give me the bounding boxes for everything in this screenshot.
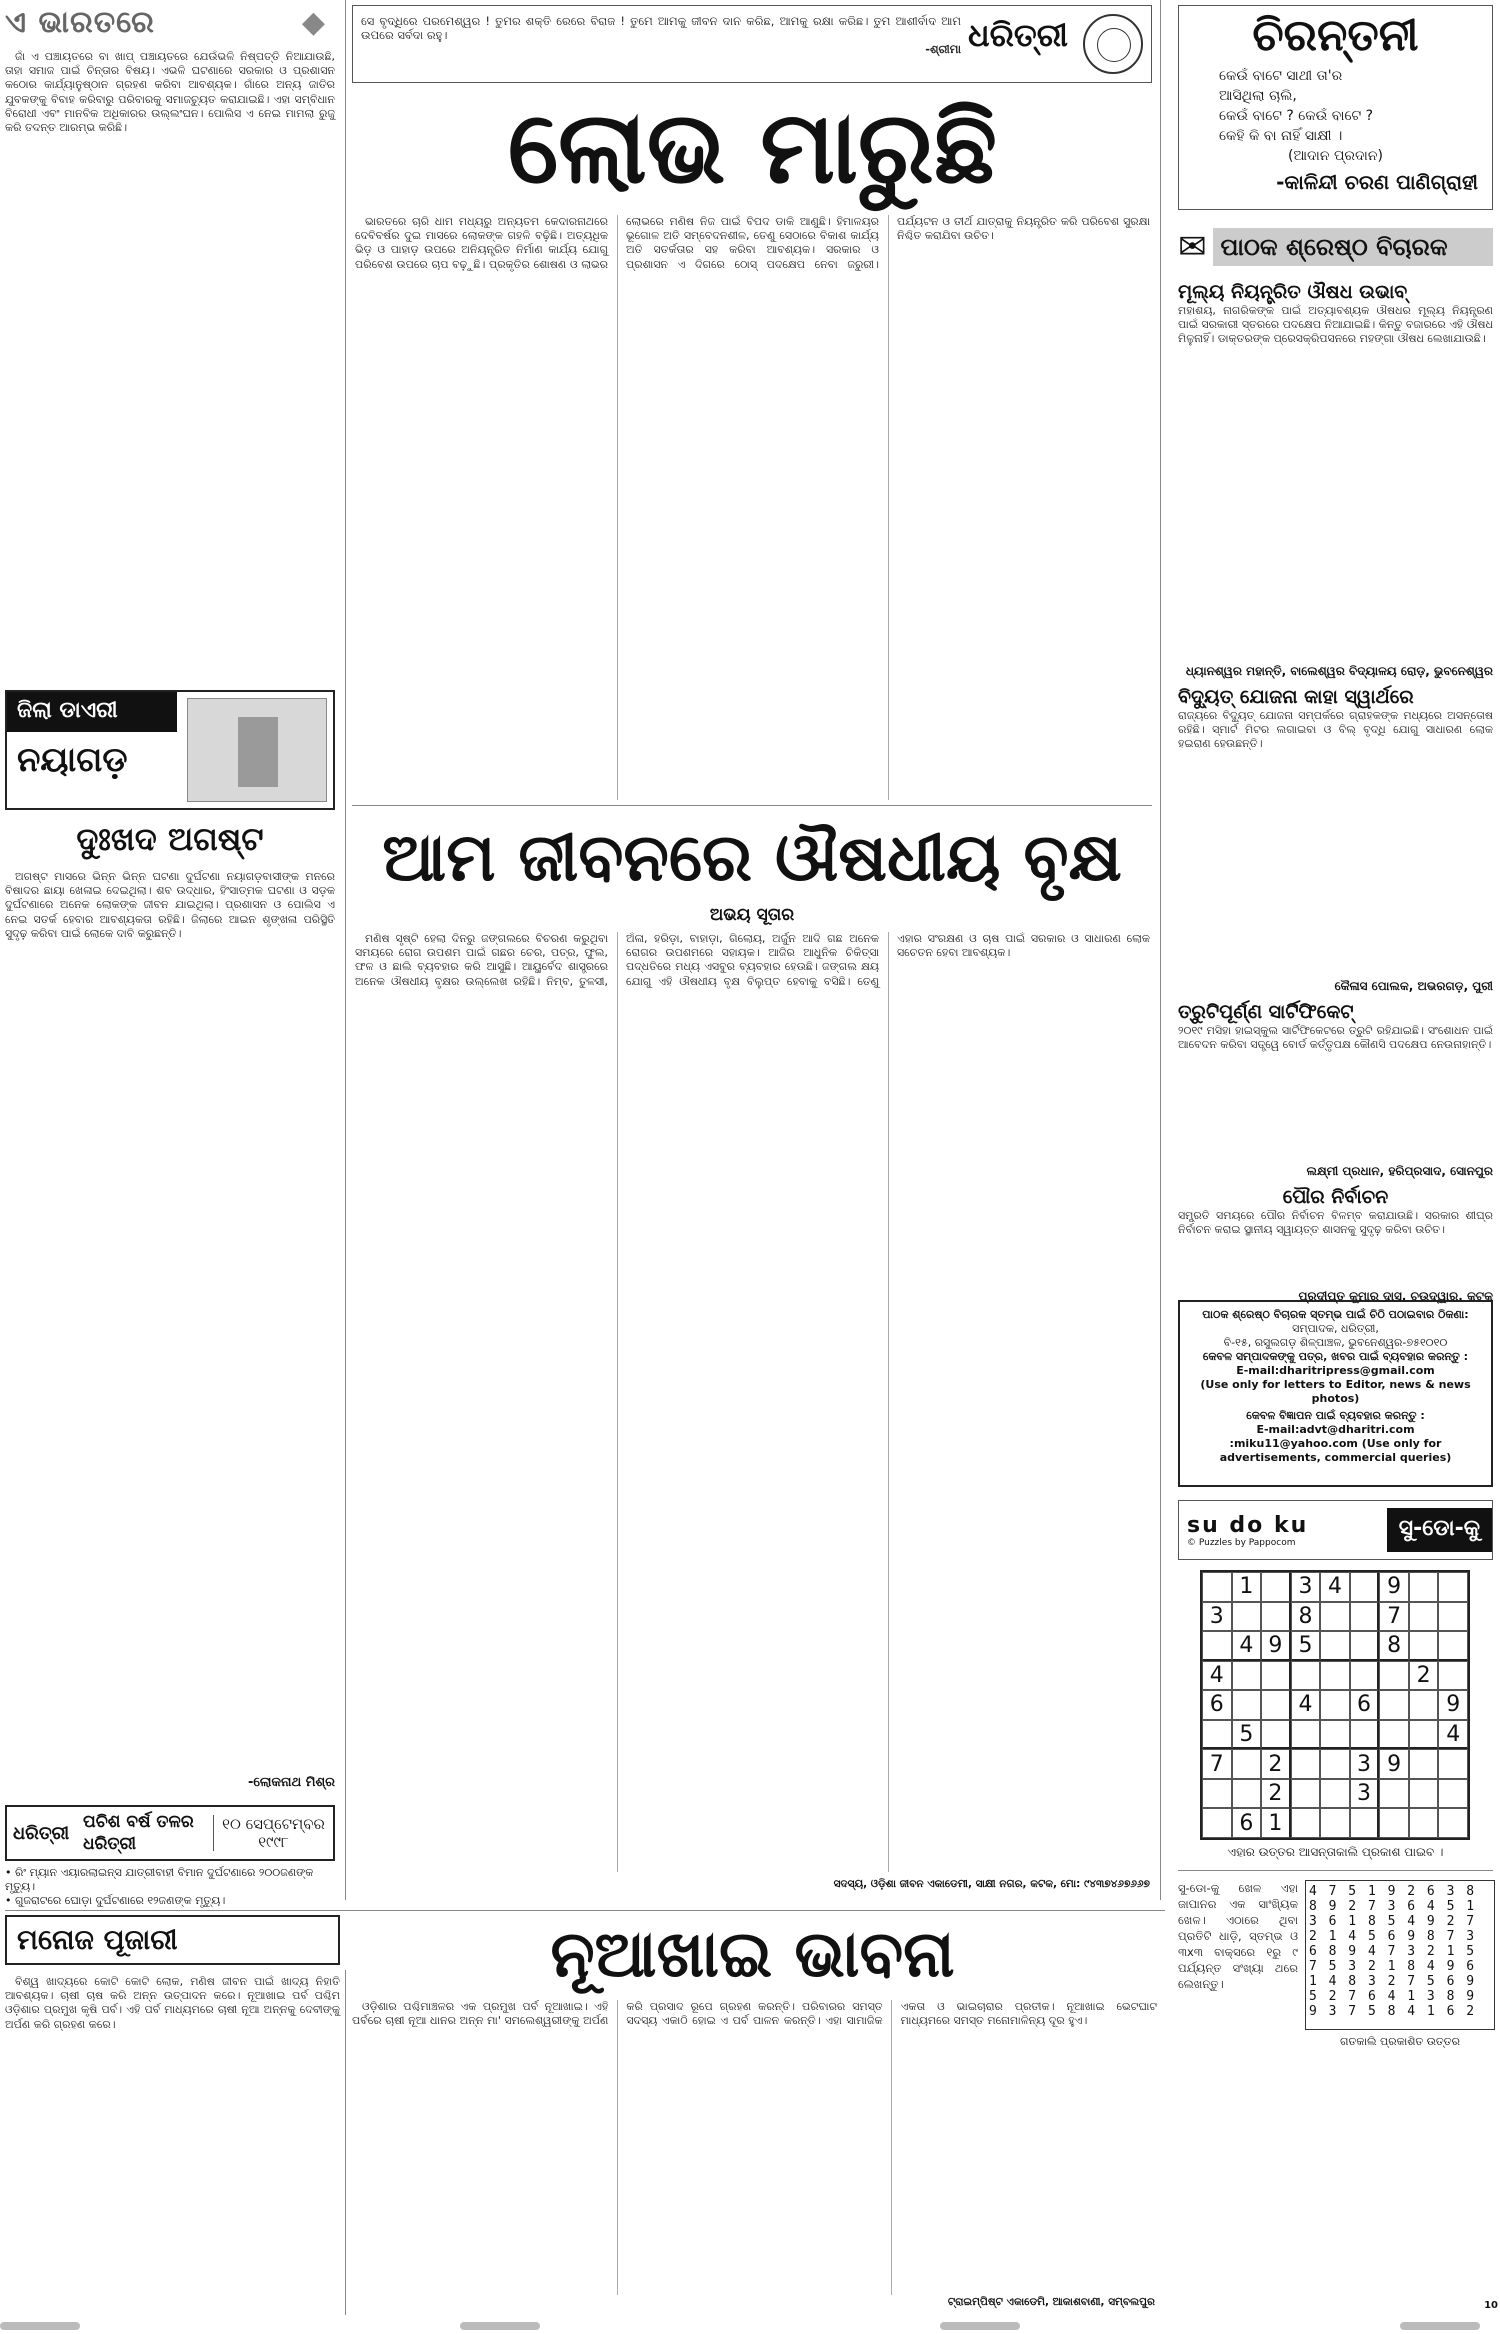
sudoku-cell[interactable]: [1409, 1572, 1439, 1602]
sudoku-cell[interactable]: [1379, 1661, 1409, 1691]
letter-title: ମୂଲ୍ୟ ନିୟନ୍ତ୍ରିତ ଔଷଧ ଉଭାବ୍: [1178, 281, 1408, 303]
address-note: (Use only for letters to Editor, news & news photos): [1200, 1378, 1471, 1405]
letter-title: ପୌର ନିର୍ବାଚନ: [1282, 1186, 1389, 1208]
sudoku-cell[interactable]: 9: [1379, 1749, 1409, 1779]
address-lead: ପାଠକ ଶ୍ରେଷ୍ଠ ବିଚାରକ ସ୍ତମ୍ଭ ପାଇଁ ଚିଠି ପଠାଇବାର ଠିକଣା:: [1202, 1308, 1469, 1321]
thought-text: ସେ ବୃଦ୍ଧିରେ ପରମେଶ୍ୱର ! ତୁମର ଶକ୍ତି ରେରେ ବିରାଜ ! ତୁମେ ଆମକୁ ଜୀବନ ଦାନ କରିଛ, ଆମକୁ ରକ୍ଷା କରିଛ। ତୁମ ଆଶୀର୍ବାଦ ଆମ ଉପରେ ସର୍ବଦା ରହୁ।: [361, 14, 961, 43]
footer-strip: [0, 2318, 1500, 2334]
sudoku-cell[interactable]: 7: [1379, 1602, 1409, 1632]
letter-item: [1178, 280, 1493, 679]
sudoku-cell[interactable]: 8: [1379, 1631, 1409, 1661]
sudoku-cell[interactable]: [1320, 1749, 1350, 1779]
manoj-body: [5, 1975, 340, 2310]
sudoku-cell[interactable]: 4: [1232, 1631, 1262, 1661]
manoj-body-text: ବିଶ୍ୱ ଖାଦ୍ୟରେ କୋଟି କୋଟି ଲୋକ, ମଣିଷ ଜୀବନ ପାଇଁ ଖାଦ୍ୟ ନିହାତି ଆବଶ୍ୟକ। ଚାଷୀ ଚାଷ କରି ଅନ୍ନ ଉତ୍ପାଦନ କରେ। ନୂଆଖାଇ ପର୍ବ ପଶ୍ଚିମ ଓଡ଼ିଶାର ପ୍ରମୁଖ କୃଷି ପର୍ବ। ଏହି ପର୍ବ ମାଧ୍ୟମରେ ଚାଷୀ ନୂଆ ଅନ୍ନକୁ ଦେବୀଙ୍କୁ ଅର୍ପଣ କରି ଗ୍ରହଣ କରେ।: [5, 1975, 340, 2031]
thought-author: -ଶ୍ରୀମା: [925, 42, 961, 57]
sudoku-solution-row: 9 3 7 5 8 4 1 6 2: [1309, 2004, 1477, 2019]
sudoku-cell[interactable]: [1232, 1661, 1262, 1691]
anniversary-logo: ଧରିତ୍ରୀ: [13, 1822, 70, 1844]
sudoku-solution-row: 8 9 2 7 3 6 4 5 1: [1309, 1899, 1477, 1914]
letter-body: ସମ୍ପ୍ରତି ସମୟରେ ପୌର ନିର୍ବାଚନ ବିଳମ୍ବ କରାଯାଉଛି। ସରକାର ଶୀଘ୍ର ନିର୍ବାଚନ କରାଇ ସ୍ଥାନୀୟ ସ୍ୱାୟତ୍ତ ଶାସନକୁ ସୁଦୃଢ଼ କରିବା ଉଚିତ।: [1178, 1209, 1493, 1237]
letter-body: ରାଜ୍ୟରେ ବିଦ୍ୟୁତ୍ ଯୋଜନା ସମ୍ପର୍କରେ ଗ୍ରାହକଙ୍କ ମଧ୍ୟରେ ଅସନ୍ତୋଷ ରହିଛି। ସ୍ମାର୍ଟ ମିଟର ଲଗାଇବା ଓ ବିଲ୍ ବୃଦ୍ଧି ଯୋଗୁ ସାଧାରଣ ଲୋକ ହଇରାଣ ହେଉଛନ୍ତି।: [1178, 709, 1493, 751]
sudoku-cell[interactable]: 2: [1261, 1779, 1291, 1809]
sudoku-cell[interactable]: 2: [1409, 1661, 1439, 1691]
sudoku-solution-row: 2 1 4 5 6 9 8 7 3: [1309, 1929, 1477, 1944]
sudoku-cell[interactable]: [1320, 1602, 1350, 1632]
sudoku-cell[interactable]: [1438, 1808, 1468, 1838]
sudoku-cell[interactable]: [1202, 1779, 1232, 1809]
dharitri-logo: ଧରିତ୍ରୀ: [968, 16, 1068, 54]
sudoku-cell[interactable]: [1320, 1631, 1350, 1661]
feature-body-text: ମଣିଷ ସୃଷ୍ଟି ହେଲା ଦିନରୁ ଜଙ୍ଗଲରେ ବିଚରଣ କରୁଥିବା ସମୟରେ ରୋଗ ଉପଶମ ପାଇଁ ଗଛର ଚେର, ପତ୍ର, ଫୁଲ, ଫଳ ଓ ଛାଲି ବ୍ୟବହାର କରି ଆସୁଛି। ଆୟୁର୍ବେଦ ଶାସ୍ତ୍ରରେ ଅନେକ ଔଷଧୀୟ ବୃକ୍ଷର ଉଲ୍ଲେଖ ରହିଛି। ନିମ୍ବ, ତୁଳସୀ, ଅଁଳା, ହରିଡ଼ା, ବାହାଡ଼ା, ଗିଲୋୟ, ଅର୍ଜୁନ ଆଦି ଗଛ ଅନେକ ରୋଗର ଉପଶମରେ ସହାୟକ। ଆଜିର ଆଧୁନିକ ଚିକିତ୍ସା ପଦ୍ଧତିରେ ମଧ୍ୟ ଏସବୁର ବ୍ୟବହାର ହେଉଛି। ଜଙ୍ଗଲ କ୍ଷୟ ଯୋଗୁ ଏହି ଔଷଧୀୟ ବୃକ୍ଷ ବିଲୁପ୍ତ ହେବାକୁ ବସିଛି। ତେଣୁ ଏହାର ସଂରକ୍ଷଣ ଓ ଚାଷ ପାଇଁ ସରକାର ଓ ସାଧାରଣ ଲୋକ ସଚେତନ ହେବା ଆବଶ୍ୟକ।: [355, 932, 1150, 988]
sudoku-cell[interactable]: 9: [1379, 1572, 1409, 1602]
sudoku-cell[interactable]: [1291, 1808, 1321, 1838]
nuakhai-author: ଟ୍ରାଇମ୍ପିଷ୍ଟ ଏକାଡେମି, ଆକାଶବାଣୀ, ସମ୍ବଲପୁର: [947, 2296, 1155, 2308]
sudoku-cell[interactable]: [1232, 1779, 1262, 1809]
letter-item: [1178, 685, 1493, 994]
chirantani-line: କେଉଁ ବାଟେ ? କେଉଁ ବାଟେ ?: [1219, 108, 1374, 124]
anniversary-title: ପଚିଶ ବର୍ଷ ତଳର ଧରିତ୍ରୀ: [83, 1812, 194, 1854]
sudoku-cell[interactable]: [1350, 1631, 1380, 1661]
advt-email: E-mail:advt@dharitri.com: [1256, 1423, 1415, 1436]
temple-photo: [187, 698, 327, 802]
feature-author-line: ସଦସ୍ୟ, ଓଡ଼ିଶା ଜୀବନ ଏକାଡେମୀ, ସାକ୍ଷୀ ନଗର, କଟକ, ମୋ: ୯୪୩୭୪୬୭୬୬୭: [833, 1878, 1150, 1890]
sudoku-solution-caption: ଗତକାଲି ପ୍ରକାଶିତ ଉତ୍ତର: [1340, 2035, 1460, 2048]
chirantani-line: କେହି କି ବା ନାହିଁ ସାକ୍ଷୀ ।: [1219, 128, 1343, 144]
anniversary-box: [5, 1805, 335, 1861]
india-map-icon: ◆: [301, 5, 325, 40]
sudoku-cell[interactable]: [1409, 1779, 1439, 1809]
sudoku-cell[interactable]: [1438, 1749, 1468, 1779]
sudoku-cell[interactable]: [1438, 1631, 1468, 1661]
sudoku-cell[interactable]: [1409, 1690, 1439, 1720]
sudoku-cell[interactable]: [1379, 1808, 1409, 1838]
anniversary-item: • ରିଂ ମ୍ୟାନ ଏୟାରଲାଇନ୍ସ ଯାତ୍ରୀବାହୀ ବିମାନ ଦୁର୍ଘଟଣାରେ ୨୦୦ଜଣଙ୍କ ମୃତ୍ୟୁ।: [5, 1866, 314, 1893]
sudoku-cell[interactable]: 8: [1291, 1602, 1321, 1632]
sudoku-cell[interactable]: [1261, 1720, 1291, 1750]
chirantani-line: କେଉଁ ବାଟେ ସାଥୀ ତା'ର: [1219, 68, 1343, 84]
e-bharatare-masthead: [5, 5, 335, 45]
letter-item: [1178, 1185, 1493, 1304]
sudoku-solution: [1305, 1880, 1495, 2030]
sudoku-cell[interactable]: 5: [1232, 1720, 1262, 1750]
letters-list: [1178, 280, 1493, 1303]
letters-section-title: ପାଠକ ଶ୍ରେଷ୍ଠ ବିଚାରକ: [1213, 228, 1494, 266]
sudoku-cell[interactable]: 5: [1291, 1631, 1321, 1661]
letters-header: [1178, 225, 1493, 269]
sudoku-cell[interactable]: [1202, 1631, 1232, 1661]
sudoku-cell[interactable]: 3: [1291, 1572, 1321, 1602]
sudoku-cell[interactable]: [1409, 1749, 1439, 1779]
chirantani-title: ଚିରନ୍ତନୀ: [1252, 10, 1419, 61]
sudoku-solution-row: 4 7 5 1 9 2 6 3 8: [1309, 1884, 1477, 1899]
sudoku-cell[interactable]: [1261, 1661, 1291, 1691]
sudoku-cell[interactable]: [1350, 1720, 1380, 1750]
editor-email: E-mail:dharitripress@gmail.com: [1236, 1364, 1435, 1377]
lead-headline: ଲୋଭ ମାରୁଛି: [507, 89, 998, 206]
sudoku-cell[interactable]: [1291, 1779, 1321, 1809]
sudoku-cell[interactable]: [1409, 1808, 1439, 1838]
jilla-headline: ଦୁଃଖଦ ଅଗଷ୍ଟ: [76, 820, 264, 858]
sudoku-cell[interactable]: [1438, 1661, 1468, 1691]
manoj-name: ମନୋଜ ପୂଜାରୀ: [5, 1915, 340, 1965]
feature-body: [355, 932, 1150, 1872]
letter-author: ଧ୍ୟାନଶ୍ୱର ମହାନ୍ତି, ବାଲେଶ୍ୱର ବିଦ୍ୟାଳୟ ରୋଡ଼, ଭୁବନେଶ୍ୱର: [1185, 664, 1493, 678]
sudoku-cell[interactable]: [1350, 1808, 1380, 1838]
sudoku-cell[interactable]: [1350, 1572, 1380, 1602]
thought-box: [352, 5, 1152, 83]
envelope-icon: ✉: [1178, 227, 1207, 267]
sudoku-cell[interactable]: 1: [1261, 1808, 1291, 1838]
sudoku-cell[interactable]: [1232, 1690, 1262, 1720]
sudoku-cell[interactable]: 6: [1202, 1690, 1232, 1720]
sudoku-cell[interactable]: [1202, 1572, 1232, 1602]
letter-title: ବିଦ୍ୟୁତ୍ ଯୋଜନା କାହା ସ୍ୱାର୍ଥରେ: [1178, 686, 1414, 708]
sudoku-cell[interactable]: [1320, 1661, 1350, 1691]
sudoku-cell[interactable]: [1261, 1572, 1291, 1602]
letter-title: ତ୍ରୁଟିପୂର୍ଣ୍ଣ ସାର୍ଟିଫିକେଟ୍: [1178, 1001, 1354, 1023]
sudoku-solution-row: 7 5 3 2 1 8 4 9 6: [1309, 1959, 1477, 1974]
sudoku-solution-row: 6 8 9 4 7 3 2 1 5: [1309, 1944, 1477, 1959]
jilla-body-text: ଅଗଷ୍ଟ ମାସରେ ଭିନ୍ନ ଭିନ୍ନ ଘଟଣା ଦୁର୍ଘଟଣା ନୟାଗଡ଼ବାସୀଙ୍କ ମନରେ ବିଷାଦର ଛାୟା ଖେଳାଇ ଦେଇଥିଲା। ଶବ ଉଦ୍ଧାର, ହିଂସାତ୍ମକ ଘଟଣା ଓ ସଡ଼କ ଦୁର୍ଘଟଣାରେ ଅନେକ ଲୋକଙ୍କ ଜୀବନ ଯାଇଥିଲା। ପ୍ରଶାସନ ଓ ପୋଲିସ ଏ ନେଇ ସତର୍କ ହେବାର ଆବଶ୍ୟକତା ରହିଛି। ଜିଲାରେ ଆଇନ ଶୃଙ୍ଖଳା ପରିସ୍ଥିତି ସୁଦୃଢ଼ କରିବା ପାଇଁ ଲୋକେ ଦାବି କରୁଛନ୍ତି।: [5, 870, 335, 940]
masthead-body: [5, 50, 335, 678]
sudoku-credit: © Puzzles by Pappocom: [1187, 1537, 1296, 1548]
sudoku-cell[interactable]: [1232, 1602, 1262, 1632]
chirantani-box: [1178, 5, 1493, 210]
jilla-district: ନୟାଗଡ଼: [17, 740, 128, 780]
letter-body: ମହାଶୟ, ନାଗରିକଙ୍କ ପାଇଁ ଅତ୍ୟାବଶ୍ୟକ ଔଷଧର ମୂଲ୍ୟ ନିୟନ୍ତ୍ରଣ ପାଇଁ ସରକାରୀ ସ୍ତରରେ ପଦକ୍ଷେପ ନିଆଯାଇଛି। କିନ୍ତୁ ବଜାରରେ ଏହି ଔଷଧ ମିଳୁନାହିଁ। ଡାକ୍ତରଙ୍କ ପ୍ରେସକ୍ରିପସନରେ ମହଙ୍ଗା ଔଷଧ ଲେଖାଯାଉଛି।: [1178, 304, 1493, 346]
letter-body: ୨୦୧୯ ମସିହା ହାଇସ୍କୁଲ ସାର୍ଟିଫିକେଟରେ ତ୍ରୁଟି ରହିଯାଇଛି। ସଂଶୋଧନ ପାଇଁ ଆବେଦନ କରିବା ସତ୍ତ୍ୱେ ବୋର୍ଡ କର୍ତ୍ତୃପକ୍ଷ କୌଣସି ପଦକ୍ଷେପ ନେଉନାହାନ୍ତି।: [1178, 1024, 1493, 1052]
sudoku-cell[interactable]: [1291, 1749, 1321, 1779]
address-line: ବି-୧୫, ରସୁଲଗଡ଼ ଶିଳ୍ପାଞ୍ଚଳ, ଭୁବନେଶ୍ୱର-୭୫୧୦୧୦: [1223, 1336, 1448, 1349]
sudoku-solution-row: 1 4 8 3 2 7 5 6 9: [1309, 1974, 1477, 1989]
sudoku-cell[interactable]: [1320, 1690, 1350, 1720]
sudoku-cell[interactable]: [1320, 1779, 1350, 1809]
sudoku-cell[interactable]: 6: [1232, 1808, 1262, 1838]
sudoku-cell[interactable]: [1379, 1690, 1409, 1720]
sudoku-cell[interactable]: [1350, 1602, 1380, 1632]
sudoku-cell[interactable]: 9: [1261, 1631, 1291, 1661]
sudoku-cell[interactable]: [1379, 1779, 1409, 1809]
anniversary-date: ୧୦ ସେପ୍ଟେମ୍ବର ୧୯୯୮: [213, 1815, 333, 1851]
sudoku-brand: su do ku: [1187, 1512, 1309, 1538]
sudoku-cell[interactable]: 4: [1291, 1690, 1321, 1720]
sudoku-cell[interactable]: [1261, 1602, 1291, 1632]
sudoku-cell[interactable]: [1202, 1808, 1232, 1838]
sudoku-solution-row: 5 2 7 6 4 1 3 8 9: [1309, 1989, 1477, 2004]
jilla-label: ଜିଲା ଡାଏରୀ: [7, 692, 177, 732]
sudoku-instructions: ସୁ-ଡୋ-କୁ ଖେଳ ଏହା ଜାପାନର ଏକ ସାଂଖ୍ୟିକ ଖେଳ। ଏଠାରେ ଥିବା ପ୍ରତିଟି ଧାଡ଼ି, ସ୍ତମ୍ଭ ଓ ୩x୩ ବାକ୍ସରେ ୧ରୁ ୯ ପର୍ଯ୍ୟନ୍ତ ସଂଖ୍ୟା ଥରେ ଲେଖନ୍ତୁ।: [1178, 1881, 1298, 1991]
anniversary-items: [5, 1866, 335, 1906]
feature-byline: ଅଭୟ ସୂତାର: [709, 905, 795, 925]
address-line: ସମ୍ପାଦକ, ଧରିତ୍ରୀ,: [1292, 1322, 1379, 1335]
sudoku-cell[interactable]: [1438, 1602, 1468, 1632]
chirantani-line: (ଆଦାନ ପ୍ରଦାନ): [1288, 148, 1383, 164]
feature-headline: ଆମ ଜୀବନରେ ଔଷଧୀୟ ବୃକ୍ଷ: [382, 819, 1122, 896]
jilla-body: [5, 870, 335, 1770]
address-line: କେବଳ ବିଜ୍ଞାପନ ପାଇଁ ବ୍ୟବହାର କରନ୍ତୁ :: [1246, 1409, 1425, 1422]
sudoku-cell[interactable]: 1: [1232, 1572, 1262, 1602]
sudoku-cell[interactable]: [1320, 1720, 1350, 1750]
masthead-body-text: ଜାଁ ଏ ପଞ୍ଚାୟତରେ ବା ଖାପ୍ ପଞ୍ଚାୟତରେ ଯେଉଁଭଳି ନିଷ୍ପତ୍ତି ନିଆଯାଉଛି, ତାହା ସମାଜ ପାଇଁ ଚିନ୍ତାର ବିଷୟ। ଏଭଳି ଘଟଣାରେ ସରକାର ଓ ପ୍ରଶାସନ କଠୋର କାର୍ଯ୍ୟାନୁଷ୍ଠାନ ଗ୍ରହଣ କରିବା ଆବଶ୍ୟକ। ଗାଁରେ ଅନ୍ୟ ଜାତିର ଯୁବକଙ୍କୁ ବିବାହ କରିବାରୁ ପରିବାରକୁ ସମାଜଚ୍ୟୁତ କରାଯାଇଛି। ଏହା ସମ୍ବିଧାନ ବିରୋଧୀ ଏବଂ ମାନବିକ ଅଧିକାରର ଉଲ୍ଲଂଘନ। ପୋଲିସ ଏ ନେଇ ମାମଲା ରୁଜୁ କରି ତଦନ୍ତ ଆରମ୍ଭ କରିଛି।: [5, 50, 335, 135]
sudoku-cell[interactable]: 4: [1438, 1720, 1468, 1750]
advt-email-alt: :miku11@yahoo.com (Use only for advertisements, commercial queries): [1219, 1437, 1452, 1464]
sudoku-title: ସୁ-ଡୋ-କୁ: [1387, 1508, 1492, 1552]
page-number: 10: [1484, 2300, 1498, 2311]
sudoku-cell[interactable]: 2: [1261, 1749, 1291, 1779]
lead-body: [355, 215, 1150, 800]
sudoku-solution-row: 3 6 1 8 5 4 9 2 7: [1309, 1914, 1477, 1929]
address-box: [1178, 1300, 1493, 1487]
letter-author: କୈଳାସ ପୋଲକ, ଅଭରଗଡ଼, ପୁରୀ: [1334, 979, 1493, 993]
sudoku-cell[interactable]: [1320, 1808, 1350, 1838]
letter-author: ଲକ୍ଷ୍ମୀ ପ୍ରଧାନ, ହରିପ୍ରସାଦ, ସୋନପୁର: [1306, 1164, 1493, 1178]
sudoku-cell[interactable]: [1409, 1631, 1439, 1661]
nuakhai-body: [352, 2000, 1157, 2295]
letter-author: ପ୍ରଦୀପ୍ତ କୁମାର ଦାସ, ଚଉଦ୍ୱାର, କଟକ: [1298, 1289, 1493, 1303]
sudoku-cell[interactable]: 4: [1320, 1572, 1350, 1602]
sudoku-cell[interactable]: [1409, 1602, 1439, 1632]
sudoku-cell[interactable]: 6: [1350, 1690, 1380, 1720]
jilla-dairy-banner: [5, 690, 335, 810]
sudoku-cell[interactable]: [1350, 1661, 1380, 1691]
jilla-author: -ଲୋକନାଥ ମିଶ୍ର: [247, 1775, 335, 1790]
sudoku-cell[interactable]: [1261, 1690, 1291, 1720]
nuakhai-headline: ନୂଆଖାଇ ଭାବନା: [550, 1918, 955, 1992]
wheel-emblem-icon: [1083, 14, 1143, 74]
sudoku-cell[interactable]: 9: [1438, 1690, 1468, 1720]
sudoku-cell[interactable]: 4: [1202, 1661, 1232, 1691]
chirantani-author: -କାଳିନ୍ଦୀ ଚରଣ ପାଣିଗ୍ରାହୀ: [1276, 170, 1478, 194]
sudoku-cell[interactable]: [1438, 1572, 1468, 1602]
sudoku-cell[interactable]: 3: [1350, 1779, 1380, 1809]
sudoku-cell[interactable]: [1202, 1720, 1232, 1750]
sudoku-cell[interactable]: 3: [1350, 1749, 1380, 1779]
chirantani-line: ଆସିଥିଲା ଚାଲି,: [1219, 88, 1297, 104]
address-line: କେବଳ ସମ୍ପାଦକଙ୍କୁ ପତ୍ର, ଖବର ପାଇଁ ବ୍ୟବହାର କରନ୍ତୁ :: [1202, 1350, 1469, 1363]
sudoku-cell[interactable]: 3: [1202, 1602, 1232, 1632]
sudoku-grid: [1200, 1570, 1470, 1840]
sudoku-cell[interactable]: [1438, 1779, 1468, 1809]
sudoku-cell[interactable]: [1291, 1720, 1321, 1750]
nuakhai-body-text: ଓଡ଼ିଶାର ପଶ୍ଚିମାଞ୍ଚଳର ଏକ ପ୍ରମୁଖ ପର୍ବ ନୂଆଖାଇ। ଏହି ପର୍ବରେ ଚାଷୀ ନୂଆ ଧାନର ଅନ୍ନ ମା' ସମଲେଶ୍ୱରୀଙ୍କୁ ଅର୍ପଣ କରି ପ୍ରସାଦ ରୂପେ ଗ୍ରହଣ କରନ୍ତି। ପରିବାରର ସମସ୍ତ ସଦସ୍ୟ ଏକାଠି ହୋଇ ଏ ପର୍ବ ପାଳନ କରନ୍ତି। ଏହା ସାମାଜିକ ଏକତା ଓ ଭାଇଚାରାର ପ୍ରତୀକ। ନୂଆଖାଇ ଭେଟଘାଟ ମାଧ୍ୟମରେ ସମସ୍ତ ମନୋମାଳିନ୍ୟ ଦୂର ହୁଏ।: [352, 2000, 1157, 2028]
sudoku-cell[interactable]: [1379, 1720, 1409, 1750]
letter-item: [1178, 1000, 1493, 1179]
anniversary-item: • ଗୁଜରାଟରେ ଘୋଡ଼ା ଦୁର୍ଘଟଣାରେ ୧୨ଜଣଙ୍କ ମୃତ୍ୟୁ।: [5, 1894, 226, 1907]
sudoku-header: [1178, 1500, 1493, 1560]
sudoku-caption: ଏହାର ଉତ୍ତର ଆସନ୍ତାକାଲି ପ୍ରକାଶ ପାଇବ ।: [1227, 1845, 1444, 1859]
sudoku-cell[interactable]: [1409, 1720, 1439, 1750]
sudoku-cell[interactable]: 7: [1202, 1749, 1232, 1779]
sudoku-cell[interactable]: [1291, 1661, 1321, 1691]
sudoku-cell[interactable]: [1232, 1749, 1262, 1779]
masthead-brand: ଏ ଭାରତରେ: [5, 5, 155, 40]
lead-body-text: ଭାରତରେ ଚାରି ଧାମ ମଧ୍ୟରୁ ଅନ୍ୟତମ କେଦାରନାଥରେ ଦେବିବର୍ଷର ଦୁଇ ମାସରେ ଲୋକଙ୍କ ଗହଳି ବଢ଼ିଛି। ଅତ୍ୟଧିକ ଭିଡ଼ ଓ ପାହାଡ଼ ଉପରେ ଅନିୟନ୍ତ୍ରିତ ନିର୍ମାଣ କାର୍ଯ୍ୟ ଯୋଗୁ ପରିବେଶ ଉପରେ ଚାପ ବଢ଼ୁଛି। ପ୍ରକୃତିର ଶୋଷଣ ଓ ଲାଭର ଲୋଭରେ ମଣିଷ ନିଜ ପାଇଁ ବିପଦ ଡାକି ଆଣୁଛି। ହିମାଳୟର ଭୂଗୋଳ ଅତି ସମ୍ବେଦନଶୀଳ, ତେଣୁ ସେଠାରେ ବିକାଶ କାର୍ଯ୍ୟ ଅତି ସତର୍କତାର ସହ କରିବା ଆବଶ୍ୟକ। ସରକାର ଓ ପ୍ରଶାସନ ଏ ଦିଗରେ ଠୋସ୍ ପଦକ୍ଷେପ ନେବା ଜରୁରୀ। ପର୍ଯ୍ୟଟନ ଓ ତୀର୍ଥ ଯାତ୍ରାକୁ ନିୟନ୍ତ୍ରିତ କରି ପରିବେଶ ସୁରକ୍ଷା ନିଶ୍ଚିତ କରାଯିବା ଉଚିତ।: [355, 215, 1150, 271]
